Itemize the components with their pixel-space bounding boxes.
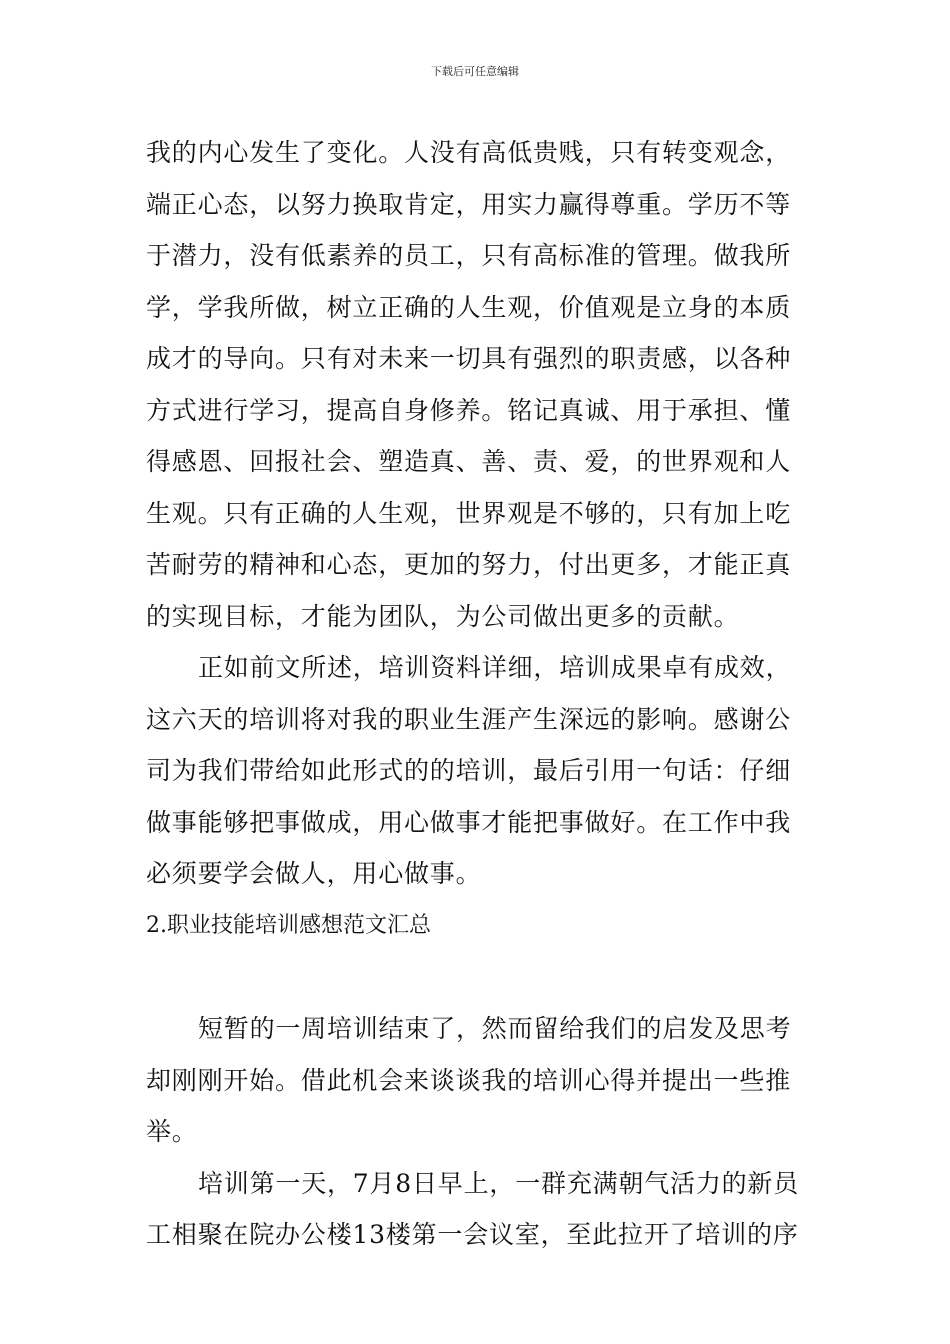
section-heading: 2.职业技能培训感想范文汇总 (146, 912, 431, 938)
text-line: 于潜力，没有低素养的员工，只有高标准的管理。做我所 (146, 241, 792, 270)
text-line: 得感恩、回报社会、塑造真、善、责、爱，的世界观和人 (146, 447, 792, 476)
text-line: 工相聚在院办公楼13楼第一会议室，至此拉开了培训的序 (146, 1220, 799, 1249)
page-header: 下载后可任意编辑 (431, 65, 519, 78)
text-line: 却刚刚开始。借此机会来谈谈我的培训心得并提出一些推 (146, 1065, 792, 1095)
text-line: 短暂的一周培训结束了，然而留给我们的启发及思考 (198, 1014, 792, 1043)
text-line: 正如前文所述，培训资料详细，培训成果卓有成效， (198, 653, 792, 682)
text-line: 方式进行学习，提高自身修养。铭记真诚、用于承担、懂 (146, 395, 792, 425)
text-line: 学，学我所做，树立正确的人生观，价值观是立身的本质 (146, 292, 792, 322)
text-line: 我的内心发生了变化。人没有高低贵贱，只有转变观念， (146, 138, 792, 167)
text-line: 端正心态，以努力换取肯定，用实力赢得尊重。学历不等 (146, 189, 792, 219)
text-line: 举。 (146, 1117, 198, 1146)
text-line: 的实现目标，才能为团队，为公司做出更多的贡献。 (146, 601, 740, 631)
paragraph (146, 642, 806, 900)
paragraph (146, 1003, 806, 1158)
text-line: 苦耐劳的精神和心态，更加的努力，付出更多，才能正真 (146, 550, 792, 579)
text-line: 生观。只有正确的人生观，世界观是不够的，只有加上吃 (146, 498, 792, 528)
text-line: 做事能够把事做成，用心做事才能把事做好。在工作中我 (146, 807, 792, 837)
text-line: 司为我们带给如此形式的的培训，最后引用一句话：仔细 (146, 756, 792, 785)
paragraph (146, 1158, 806, 1261)
document-body (146, 127, 806, 1261)
text-line: 成才的导向。只有对未来一切具有强烈的职责感，以各种 (146, 344, 792, 373)
text-line: 这六天的培训将对我的职业生涯产生深远的影响。感谢公 (146, 704, 792, 734)
blank-line (146, 951, 806, 1003)
text-line: 必须要学会做人，用心做事。 (146, 859, 482, 888)
paragraph (146, 127, 806, 642)
text-line: 培训第一天，7月8日早上，一群充满朝气活力的新员 (198, 1168, 800, 1198)
